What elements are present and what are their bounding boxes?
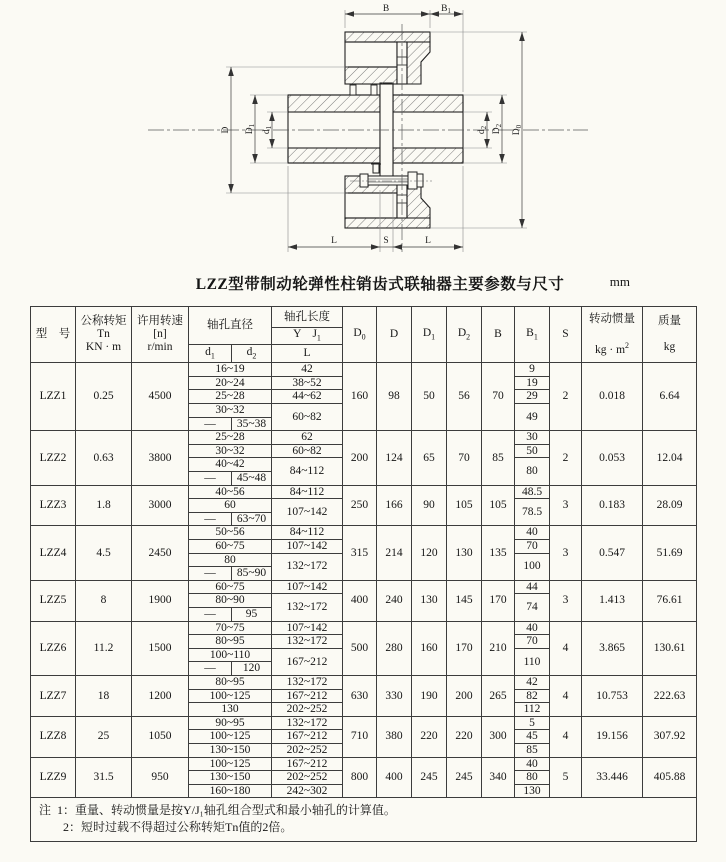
cell-B1: 5 [515,716,550,730]
cell-D2: 56 [447,363,482,431]
cell-bore-range: 25~28 [189,390,272,404]
cell-D0: 800 [343,757,377,798]
cell-torque: 18 [76,675,132,716]
cell-D1: 65 [412,431,447,485]
cell-bore-range: 20~24 [189,376,272,390]
notes-row [31,798,697,842]
cell-B1: 80 [515,771,550,785]
dim-label-L-left: L [331,236,337,246]
dim-label-S: S [383,236,389,246]
cell-D2: 200 [447,675,482,716]
cell-D0: 710 [343,716,377,757]
table-row [31,580,697,594]
cell-D0: 160 [343,363,377,431]
cell-length: 107~142 [272,621,343,635]
speed-header-line3: r/min [147,341,173,354]
cell-B: 265 [482,675,515,716]
cell-bore-d1: — [189,662,232,676]
cell-S: 2 [550,363,582,431]
cell-bore-range: 60~75 [189,540,272,554]
cell-D1: 120 [412,526,447,580]
cell-B: 105 [482,485,515,526]
cell-model: LZZ7 [31,675,76,716]
cell-B1: 112 [515,703,550,717]
cell-bore-d2: 63~70 [232,512,272,526]
torque-header-line2: Tn [97,328,110,341]
cell-B1: 74 [515,594,550,621]
dim-label-d2: $d_2$ [477,125,488,135]
cell-bore-range: 16~19 [189,363,272,377]
right-hub-section [393,95,463,163]
cell-bore-range: 80~95 [189,635,272,649]
cell-D0: 200 [343,431,377,485]
cell-bore-range: 90~95 [189,716,272,730]
cell-bore-range: 30~32 [189,444,272,458]
cell-inertia: 0.183 [582,485,643,526]
cell-mass: 12.04 [643,431,697,485]
cell-D: 280 [377,621,412,675]
cell-B1: 82 [515,689,550,703]
cell-D2: 105 [447,485,482,526]
cell-bore-range: 130~150 [189,771,272,785]
table-body [31,363,697,798]
table-row [31,621,697,635]
cell-speed: 1200 [132,675,189,716]
table-row [31,363,697,377]
cell-D1: 90 [412,485,447,526]
cell-length: 167~212 [272,648,343,675]
cell-B1: 40 [515,526,550,540]
cell-B1: 30 [515,431,550,445]
col-header-bore-diameter: 轴孔直径 [189,307,272,345]
dim-label-B1: $B_1$ [441,4,451,15]
cell-D2: 145 [447,580,482,621]
inertia-header-line1: 转动惯量 [589,312,635,325]
cell-length: 132~172 [272,635,343,649]
table-row [31,675,697,689]
cell-bore-d2: 35~38 [232,417,272,431]
cell-length: 107~142 [272,499,343,526]
cell-D1: 160 [412,621,447,675]
dim-label-L-right: L [425,236,431,246]
cell-B: 340 [482,757,515,798]
cell-torque: 4.5 [76,526,132,580]
cell-S: 4 [550,716,582,757]
cell-B1: 70 [515,540,550,554]
cell-D0: 250 [343,485,377,526]
cell-D2: 245 [447,757,482,798]
cell-B1: 100 [515,553,550,580]
cell-S: 5 [550,757,582,798]
cell-model: LZZ1 [31,363,76,431]
cell-inertia: 0.053 [582,431,643,485]
cell-D: 400 [377,757,412,798]
cell-length: 107~142 [272,540,343,554]
cell-B1: 40 [515,757,550,771]
col-header-speed [132,307,189,363]
cell-mass: 222.63 [643,675,697,716]
cell-bore-d2: 45~48 [232,472,272,486]
cell-B: 70 [482,363,515,431]
cell-bore-range: 80~90 [189,594,272,608]
cell-model: LZZ5 [31,580,76,621]
cell-inertia: 33.446 [582,757,643,798]
cell-length: 84~112 [272,526,343,540]
cell-torque: 25 [76,716,132,757]
dim-label-D: D [221,126,231,134]
cell-speed: 3000 [132,485,189,526]
dim-label-D1: $D_1$ [245,123,256,135]
cell-B1: 70 [515,635,550,649]
cell-B1: 45 [515,730,550,744]
parameters-table [30,306,697,842]
cell-model: LZZ3 [31,485,76,526]
cell-length: 84~112 [272,458,343,485]
cell-D0: 400 [343,580,377,621]
cell-bore-range: 40~42 [189,458,272,472]
cell-bore-range: 130 [189,703,272,717]
dim-label-B: B [382,4,390,14]
cell-D: 166 [377,485,412,526]
cell-inertia: 1.413 [582,580,643,621]
cell-length: 167~212 [272,730,343,744]
torque-header-line3: KN · m [85,341,122,354]
cell-B1: 48.5 [515,485,550,499]
cell-mass: 307.92 [643,716,697,757]
cell-B1: 85 [515,743,550,757]
cell-length: 167~212 [272,689,343,703]
col-header-torque [76,307,132,363]
cell-speed: 3800 [132,431,189,485]
cell-D0: 315 [343,526,377,580]
cell-bore-range: 80 [189,553,272,567]
cell-length: 60~82 [272,444,343,458]
col-header-d1: $d_1$ [189,345,232,363]
col-header-d2: $d_2$ [232,345,272,363]
cell-D2: 130 [447,526,482,580]
cell-S: 3 [550,485,582,526]
col-header-B: B [482,307,515,363]
cell-bore-range: 50~56 [189,526,272,540]
cell-torque: 0.25 [76,363,132,431]
note-line-1: 注 1：重量、转动惯量是按Y/J₁轴孔组合型式和最小轴孔的计算值。 [39,803,396,818]
cell-B: 300 [482,716,515,757]
cell-length: 42 [272,363,343,377]
cell-B: 210 [482,621,515,675]
cell-B1: 80 [515,458,550,485]
cell-length: 202~252 [272,703,343,717]
cell-D1: 50 [412,363,447,431]
speed-header-line1: 许用转速 [137,315,183,328]
cell-bore-range: 30~32 [189,404,272,418]
col-header-bore-length: 轴孔长度 [272,307,343,328]
cell-length: 202~252 [272,743,343,757]
note-line-2: 2：短时过载不得超过公称转矩Tn值的2倍。 [63,820,293,835]
cell-bore-range: 80~95 [189,675,272,689]
col-header-D2: $D_2$ [447,307,482,363]
cell-bore-d2: 120 [232,662,272,676]
inertia-header-line2: kg · $m^2$ [594,340,630,356]
cell-torque: 0.63 [76,431,132,485]
cell-D2: 70 [447,431,482,485]
cell-bore-range: 40~56 [189,485,272,499]
cell-B1: 42 [515,675,550,689]
cell-bore-range: 100~125 [189,757,272,771]
cell-B1: 9 [515,363,550,377]
cell-bore-range: 130~150 [189,743,272,757]
cell-bore-d1: — [189,417,232,431]
cell-bore-range: 100~125 [189,689,272,703]
cell-inertia: 0.547 [582,526,643,580]
cell-B1: 44 [515,580,550,594]
dim-label-D2: $D_2$ [492,123,503,135]
cell-D0: 500 [343,621,377,675]
cell-inertia: 19.156 [582,716,643,757]
cell-B: 135 [482,526,515,580]
cell-B1: 49 [515,404,550,431]
table-row [31,757,697,771]
cell-speed: 1050 [132,716,189,757]
cell-D: 98 [377,363,412,431]
cell-torque: 11.2 [76,621,132,675]
col-header-inertia [582,307,643,363]
col-header-S: S [550,307,582,363]
cell-length: 167~212 [272,757,343,771]
cell-D: 214 [377,526,412,580]
cell-D1: 220 [412,716,447,757]
cell-D2: 220 [447,716,482,757]
cell-bore-d1: — [189,567,232,581]
cell-bore-range: 70~75 [189,621,272,635]
cell-torque: 1.8 [76,485,132,526]
col-header-L: L [272,345,343,363]
cell-torque: 8 [76,580,132,621]
cell-length: 62 [272,431,343,445]
cell-bore-d2: 85~90 [232,567,272,581]
cell-length: 107~142 [272,580,343,594]
cell-bore-range: 100~125 [189,730,272,744]
cell-mass: 76.61 [643,580,697,621]
table-row [31,716,697,730]
cell-inertia: 3.865 [582,621,643,675]
torque-header-line1: 公称转矩 [80,315,127,328]
cell-model: LZZ6 [31,621,76,675]
cell-S: 4 [550,675,582,716]
cell-B: 85 [482,431,515,485]
col-header-D1: $D_1$ [412,307,447,363]
cell-bore-d1: — [189,512,232,526]
cell-speed: 4500 [132,363,189,431]
col-header-D0: $D_0$ [343,307,377,363]
cell-model: LZZ4 [31,526,76,580]
cell-D0: 630 [343,675,377,716]
cell-D: 124 [377,431,412,485]
mass-header-line2: kg [663,341,676,354]
cell-mass: 28.09 [643,485,697,526]
cell-speed: 2450 [132,526,189,580]
col-header-B1: $B_1$ [515,307,550,363]
mass-header-line1: 质量 [658,315,681,328]
cell-B1: 78.5 [515,499,550,526]
cell-bore-range: 100~110 [189,648,272,662]
cell-D: 380 [377,716,412,757]
cell-model: LZZ9 [31,757,76,798]
cell-bore-d1: — [189,607,232,621]
cell-bore-range: 60 [189,499,272,513]
table-row [31,485,697,499]
col-header-D: D [377,307,412,363]
cell-B1: 50 [515,444,550,458]
cell-length: 132~172 [272,716,343,730]
cell-length: 44~62 [272,390,343,404]
notes-cell [31,798,697,842]
cell-B1: 29 [515,390,550,404]
cell-speed: 950 [132,757,189,798]
cell-length: 84~112 [272,485,343,499]
cell-D1: 190 [412,675,447,716]
cell-D2: 170 [447,621,482,675]
cell-B1: 19 [515,376,550,390]
cell-S: 2 [550,431,582,485]
left-hub-section [288,95,380,163]
cell-mass: 405.88 [643,757,697,798]
cell-bore-d2: 95 [232,607,272,621]
cell-S: 3 [550,580,582,621]
cell-bore-d1: — [189,472,232,486]
cell-B1: 40 [515,621,550,635]
cell-model: LZZ8 [31,716,76,757]
cell-mass: 51.69 [643,526,697,580]
cell-length: 132~172 [272,675,343,689]
col-header-mass [643,307,697,363]
cell-B1: 130 [515,784,550,798]
cell-length: 202~252 [272,771,343,785]
cell-bore-range: 60~75 [189,580,272,594]
cell-inertia: 0.018 [582,363,643,431]
speed-header-line2: [n] [153,328,167,341]
cell-D1: 130 [412,580,447,621]
cell-mass: 130.61 [643,621,697,675]
cell-S: 4 [550,621,582,675]
dim-label-d1: $d_1$ [262,125,273,135]
cell-length: 132~172 [272,594,343,621]
coupling-cross-section-drawing [0,0,726,268]
cell-model: LZZ2 [31,431,76,485]
cell-speed: 1500 [132,621,189,675]
cell-mass: 6.64 [643,363,697,431]
cell-D: 240 [377,580,412,621]
col-header-model: 型 号 [31,307,76,363]
cell-length: 60~82 [272,404,343,431]
cell-B1: 110 [515,648,550,675]
table-row [31,431,697,445]
col-header-yj: Y $J_1$ [272,328,343,345]
cell-B: 170 [482,580,515,621]
cell-inertia: 10.753 [582,675,643,716]
cell-length: 132~172 [272,553,343,580]
cell-speed: 1900 [132,580,189,621]
table-row [31,526,697,540]
coupling-drawing-area [0,0,726,268]
cell-bore-range: 25~28 [189,431,272,445]
page-title: LZZ型带制动轮弹性柱销齿式联轴器主要参数与尺寸 [195,276,565,293]
cell-length: 38~52 [272,376,343,390]
cell-D1: 245 [412,757,447,798]
unit-label: mm [609,274,630,289]
dim-label-D0: $D_0$ [512,124,523,136]
cell-length: 242~302 [272,784,343,798]
cell-S: 3 [550,526,582,580]
cell-D: 330 [377,675,412,716]
cell-torque: 31.5 [76,757,132,798]
cell-bore-range: 160~180 [189,784,272,798]
